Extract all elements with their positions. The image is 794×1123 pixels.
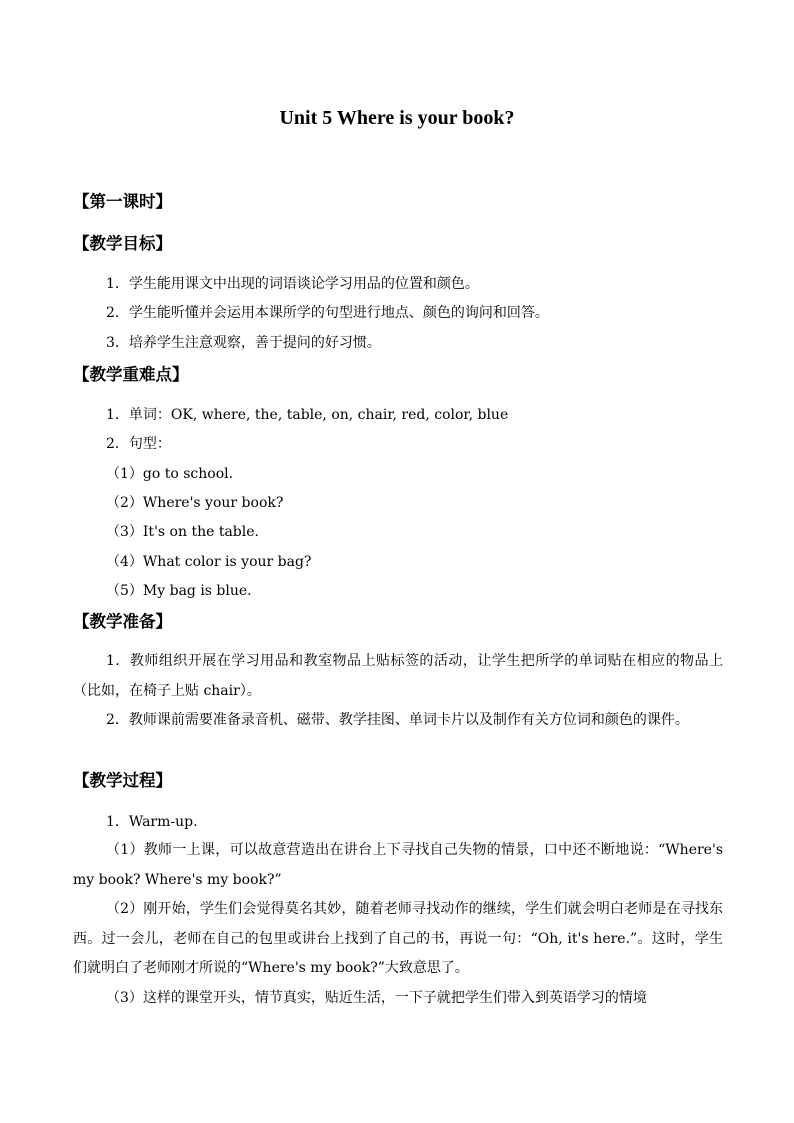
key-points-heading: 【教学重难点】	[73, 365, 189, 384]
preparation-item-1: 1．教师组织开展在学习用品和教室物品上贴标签的活动，让学生把所学的单词贴在相应的物品上（比如，在椅子上贴 chair）。	[73, 653, 723, 699]
key-words-line: 1．单词：OK, where, the, table, on, chair, red, color, blue	[106, 407, 509, 423]
pattern-item-4: （4）What color is your bag?	[106, 554, 312, 570]
lesson-heading: 【第一课时】	[73, 192, 172, 211]
process-paragraph-3: （3）这样的课堂开头，情节真实，贴近生活，一下子就把学生们带入到英语学习的情境	[106, 990, 647, 1006]
objective-item-1: 1．学生能用课文中出现的词语谈论学习用品的位置和颜色。	[106, 276, 479, 292]
process-heading: 【教学过程】	[73, 771, 172, 790]
document-title: Unit 5 Where is your book?	[279, 107, 515, 129]
objective-item-2: 2．学生能听懂并会运用本课所学的句型进行地点、颜色的询问和回答。	[106, 305, 549, 321]
objective-item-3: 3．培养学生注意观察，善于提问的好习惯。	[106, 335, 381, 351]
pattern-item-1: （1）go to school.	[106, 466, 234, 482]
preparation-item-2: 2．教师课前需要准备录音机、磁带、教学挂图、单词卡片以及制作有关方位词和颜色的课件。	[106, 712, 689, 728]
process-paragraph-2: （2）刚开始，学生们会觉得莫名其妙，随着老师寻找动作的继续，学生们就会明白老师是在寻找东西。过一会儿，老师在自己的包里或讲台上找到了自己的书，再说一句：“Oh, it's here.”。这时，学生们就明白了老师刚才所说的“Where's my book?”大致意思了。	[73, 901, 723, 976]
process-step-1: 1．Warm-up.	[106, 814, 198, 830]
pattern-item-2: （2）Where's your book?	[106, 495, 284, 511]
preparation-heading: 【教学准备】	[73, 612, 172, 631]
process-paragraph-1: （1）教师一上课，可以故意营造出在讲台上下寻找自己失物的情景，口中还不断地说：“Where's my book? Where's my book?”	[73, 842, 723, 888]
patterns-label: 2．句型：	[106, 436, 171, 452]
pattern-item-5: （5）My bag is blue.	[106, 583, 252, 599]
pattern-item-3: （3）It's on the table.	[106, 524, 259, 540]
objectives-heading: 【教学目标】	[73, 234, 172, 253]
